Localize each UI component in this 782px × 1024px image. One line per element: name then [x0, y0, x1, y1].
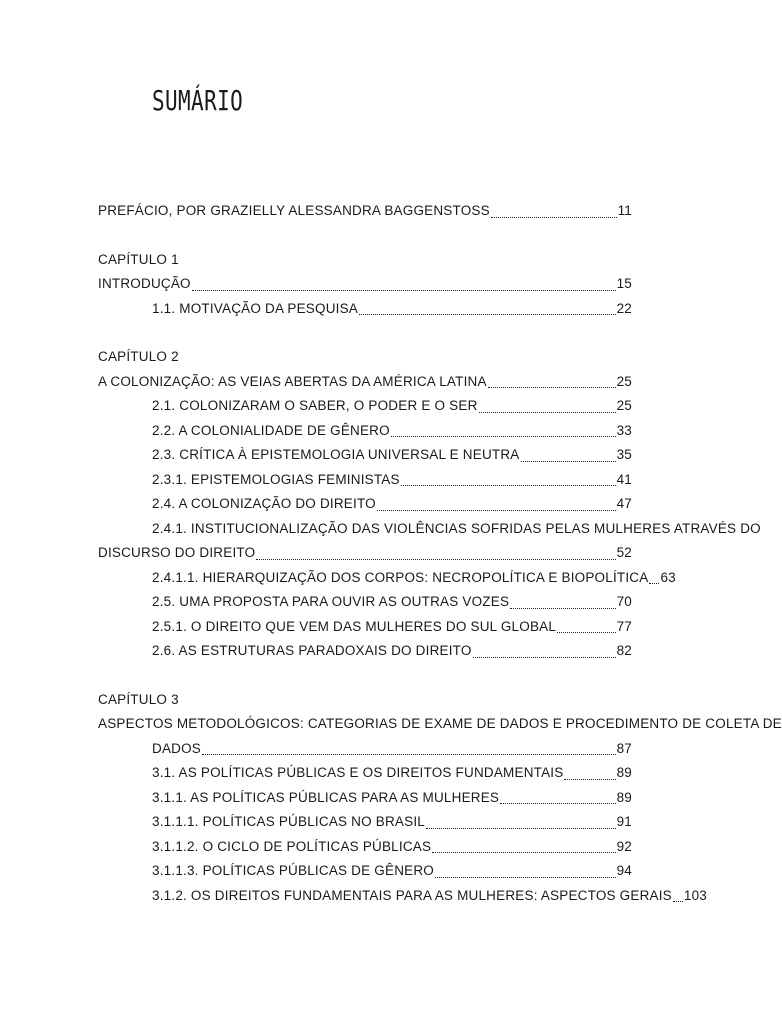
toc-entry[interactable] [98, 615, 632, 640]
toc-entry-label: 2.3. CRÍTICA À EPISTEMOLOGIA UNIVERSAL E NEUTRA [152, 447, 520, 462]
toc-entry-label: PREFÁCIO, POR GRAZIELLY ALESSANDRA BAGGENSTOSS [98, 203, 490, 218]
toc-entry-chapter-main[interactable] [98, 370, 632, 395]
leader-dots [479, 412, 616, 413]
toc-entry[interactable] [98, 859, 632, 884]
toc-entry-label: A COLONIZAÇÃO: AS VEIAS ABERTAS DA AMÉRICA LATINA [98, 373, 487, 389]
leader-dots [256, 559, 615, 560]
toc-entry-label: 3.1.2. OS DIREITOS FUNDAMENTAIS PARA AS MULHERES: ASPECTOS GERAIS [152, 887, 672, 903]
toc-entry-page: 33 [616, 422, 632, 438]
leader-dots [521, 461, 616, 462]
toc-entry-page: 87 [616, 740, 632, 756]
toc-entry-label: 2.5.1. O DIREITO QUE VEM DAS MULHERES DO SUL GLOBAL [152, 618, 557, 634]
toc-entry[interactable] [98, 566, 676, 591]
toc-entry[interactable] [98, 884, 708, 909]
toc-entry[interactable] [98, 541, 632, 566]
toc-entry-page: 41 [616, 471, 632, 487]
toc-entry-page: 25 [616, 398, 632, 413]
leader-dots [192, 290, 616, 291]
toc-entry-page: 77 [616, 618, 632, 634]
toc-entry-page: 11 [617, 203, 632, 218]
toc-entry[interactable] [98, 590, 632, 615]
page-title: SUMÁRIO [152, 84, 244, 117]
toc-entry-label: 2.4.1.1. HIERARQUIZAÇÃO DOS CORPOS: NECROPOLÍTICA E BIOPOLÍTICA [152, 569, 649, 585]
toc-entry-label: 2.3.1. EPISTEMOLOGIAS FEMINISTAS [152, 471, 400, 487]
leader-dots [202, 754, 616, 755]
toc-entry-page: 22 [616, 300, 632, 316]
toc-entry-label: DADOS [152, 740, 202, 756]
toc-entry-chapter-main[interactable] [98, 272, 632, 297]
toc-entry-page: 15 [616, 276, 632, 291]
toc-entry[interactable] [98, 443, 632, 468]
toc-entry[interactable] [98, 492, 632, 517]
toc-entry-label-line1[interactable]: 2.4.1. INSTITUCIONALIZAÇÃO DAS VIOLÊNCIAS SOFRIDAS PELAS MULHERES ATRAVÉS DO [152, 520, 761, 536]
toc-entry[interactable] [98, 419, 632, 444]
toc-entry-page: 92 [616, 838, 632, 854]
toc-entry-page: 25 [616, 373, 632, 389]
toc-entry-page: 63 [660, 569, 676, 585]
leader-dots [500, 803, 615, 804]
chapter-heading: CAPÍTULO 3 [98, 691, 179, 707]
toc-entry-page: 47 [616, 496, 632, 511]
toc-entry-prefacio[interactable] [98, 199, 632, 224]
leader-dots [473, 657, 616, 658]
toc-entry[interactable] [98, 468, 632, 493]
toc-entry[interactable] [98, 810, 632, 835]
toc-entry-page: 35 [616, 447, 632, 462]
table-of-contents [98, 199, 782, 908]
leader-dots [391, 436, 616, 437]
toc-entry[interactable] [98, 639, 632, 664]
leader-dots [673, 901, 683, 902]
chapter-heading: CAPÍTULO 2 [98, 349, 179, 364]
leader-dots [435, 877, 616, 878]
toc-entry-page: 94 [616, 863, 632, 878]
toc-entry[interactable] [98, 297, 632, 322]
toc-entry-page: 82 [616, 643, 632, 658]
toc-entry-label: 2.2. A COLONIALIDADE DE GÊNERO [152, 422, 390, 438]
toc-entry-label: 2.4. A COLONIZAÇÃO DO DIREITO [152, 496, 376, 511]
toc-entry-chapter-main-line1[interactable]: ASPECTOS METODOLÓGICOS: CATEGORIAS DE EXAME DE DADOS E PROCEDIMENTO DE COLETA DE [98, 716, 782, 731]
chapter-heading: CAPÍTULO 1 [98, 251, 179, 267]
toc-entry-page: 103 [683, 887, 708, 903]
toc-entry[interactable] [98, 761, 632, 786]
leader-dots [649, 583, 659, 584]
toc-entry-page: 89 [616, 789, 632, 805]
toc-entry[interactable] [98, 835, 632, 860]
toc-entry-label: INTRODUÇÃO [98, 276, 191, 291]
toc-entry-label: 3.1.1.1. POLÍTICAS PÚBLICAS NO BRASIL [152, 814, 426, 829]
leader-dots [432, 852, 615, 853]
leader-dots [557, 632, 616, 633]
toc-entry-label: 2.1. COLONIZARAM O SABER, O PODER E O SER [152, 398, 478, 413]
toc-entry-page: 52 [616, 545, 632, 560]
leader-dots [488, 387, 616, 388]
toc-entry-page: 89 [616, 765, 632, 780]
toc-entry-label: 3.1.1.3. POLÍTICAS PÚBLICAS DE GÊNERO [152, 863, 434, 878]
toc-entry[interactable] [98, 786, 632, 811]
leader-dots [491, 217, 617, 218]
toc-entry-label: DISCURSO DO DIREITO [98, 545, 256, 560]
toc-entry-label: 3.1. AS POLÍTICAS PÚBLICAS E OS DIREITOS FUNDAMENTAIS [152, 765, 564, 780]
leader-dots [426, 828, 616, 829]
toc-entry[interactable] [98, 394, 632, 419]
leader-dots [510, 608, 615, 609]
toc-entry-label: 1.1. MOTIVAÇÃO DA PESQUISA [152, 300, 359, 316]
leader-dots [564, 779, 615, 780]
toc-entry-page: 70 [616, 594, 632, 609]
leader-dots [401, 485, 616, 486]
leader-dots [377, 510, 616, 511]
toc-entry-label: 2.6. AS ESTRUTURAS PARADOXAIS DO DIREITO [152, 643, 472, 658]
toc-entry-label: 2.5. UMA PROPOSTA PARA OUVIR AS OUTRAS VOZES [152, 594, 510, 609]
toc-entry-chapter-main[interactable] [98, 737, 632, 762]
leader-dots [359, 314, 616, 315]
toc-entry-label: 3.1.1. AS POLÍTICAS PÚBLICAS PARA AS MULHERES [152, 789, 500, 805]
toc-entry-label: 3.1.1.2. O CICLO DE POLÍTICAS PÚBLICAS [152, 838, 432, 854]
toc-entry-page: 91 [616, 814, 632, 829]
